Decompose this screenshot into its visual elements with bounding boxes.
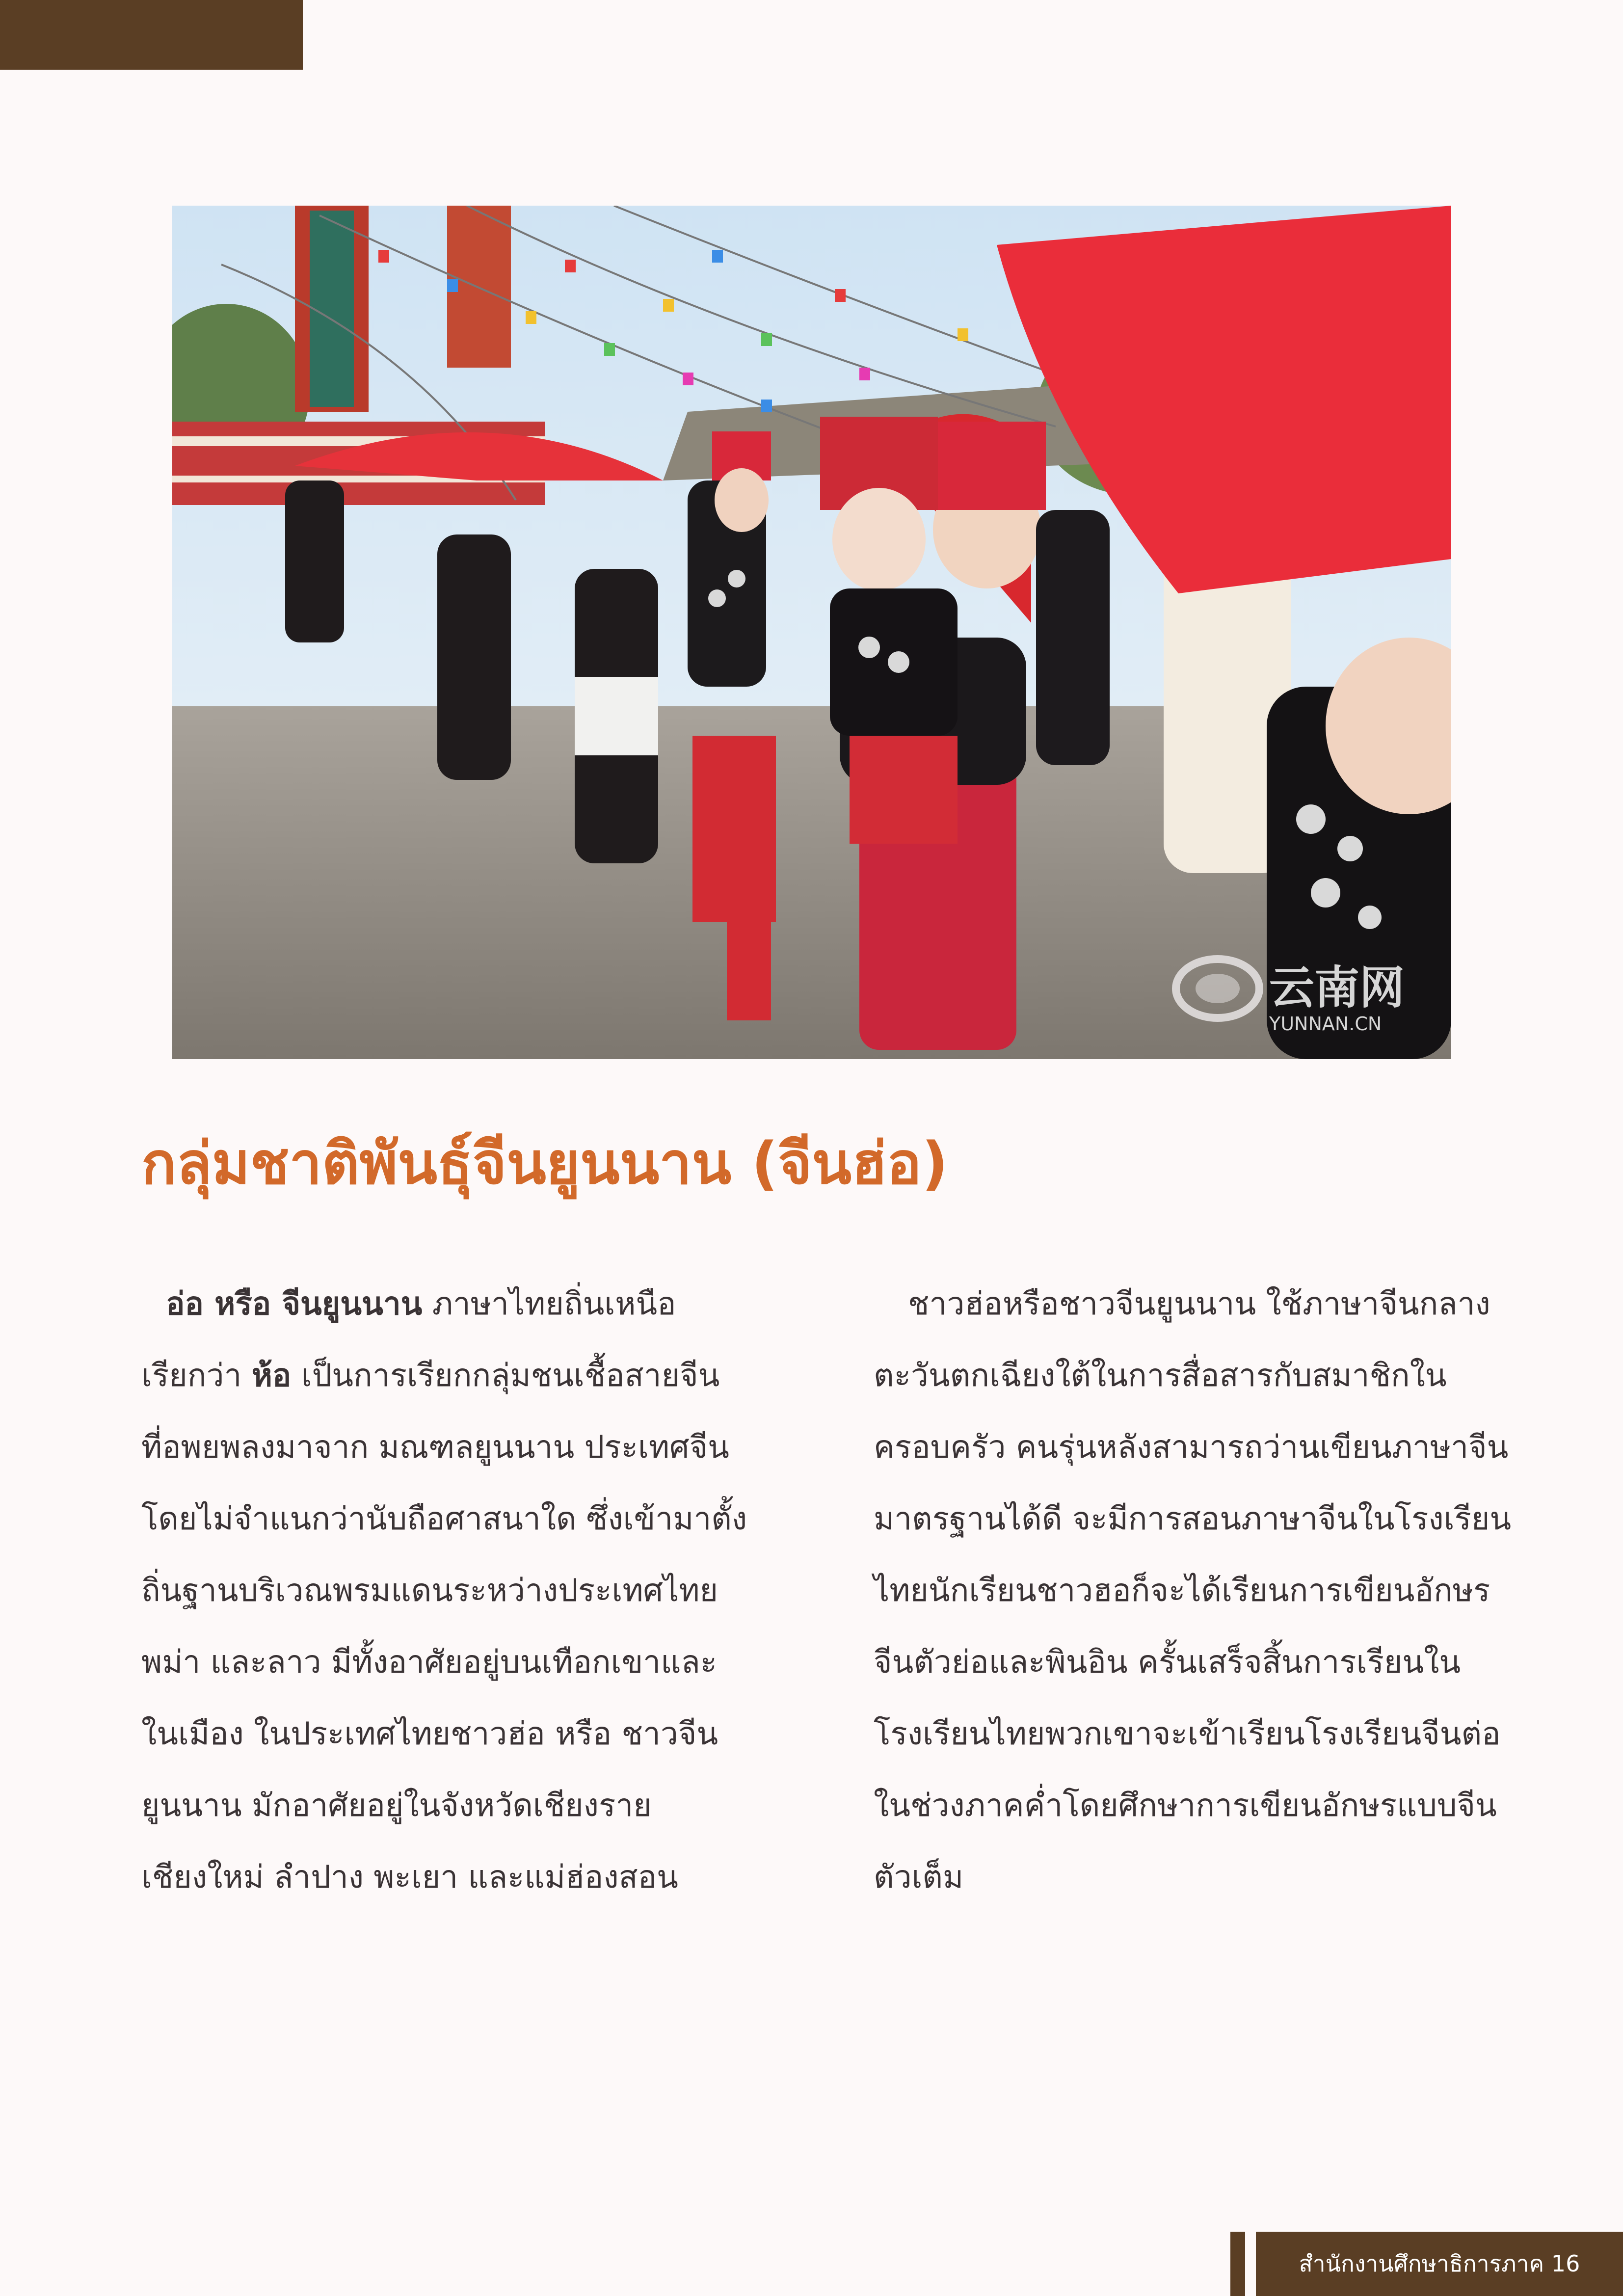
text-line: โดยไม่จำแนกว่านับถือศาสนาใด ซึ่งเข้ามาตั้ง: [141, 1501, 747, 1537]
text-line: จีนตัวย่อและพินอิน ครั้นเสร็จสิ้นการเรียนใน: [874, 1644, 1461, 1681]
text-line: โรงเรียนไทยพวกเขาจะเข้าเรียนโรงเรียนจีนต่อ: [874, 1716, 1501, 1752]
right-paragraph: [874, 1268, 1512, 1913]
text-line: ตะวันตกเฉียงใต้ในการสื่อสารกับสมาชิกใน: [874, 1358, 1447, 1394]
text-line: เรียกว่า ห้อ เป็นการเรียกกลุ่มชนเชื้อสายจีน: [141, 1358, 720, 1394]
text-line: ถิ่นฐานบริเวณพรมแดนระหว่างประเทศไทย: [141, 1573, 718, 1609]
left-paragraph: [141, 1268, 765, 1913]
bold-term: อ่อ หรือ จีนยูนนาน: [166, 1286, 423, 1322]
text-line: มาตรฐานได้ดี จะมีการสอนภาษาจีนในโรงเรียน: [874, 1501, 1512, 1537]
left-text-column: [141, 1268, 765, 1913]
text-line: ยูนนาน มักอาศัยอยู่ในจังหวัดเชียงราย: [141, 1788, 652, 1824]
bold-term: ห้อ: [251, 1358, 292, 1394]
text-line: ครอบครัว คนรุ่นหลังสามารถว่านเขียนภาษาจีน: [874, 1429, 1509, 1466]
footer-label: สำนักงานศึกษาธิการภาค 16: [1256, 2232, 1623, 2296]
top-accent-bar: [0, 0, 303, 70]
text-line: เชียงใหม่ ลำปาง พะเยา และแม่ฮ่องสอน: [141, 1859, 678, 1896]
festival-photo-illustration: [172, 206, 1451, 1059]
footer-accent-mark: [1230, 2232, 1245, 2296]
text-line: ไทยนักเรียนชาวฮอก็จะได้เรียนการเขียนอักษร: [874, 1573, 1490, 1609]
photo-watermark-sub: YUNNAN.CN: [1269, 1013, 1382, 1035]
right-text-column: [874, 1268, 1512, 1913]
text-line: ในช่วงภาคค่ำโดยศึกษาการเขียนอักษรแบบจีน: [874, 1788, 1497, 1824]
text-line: อ่อ หรือ จีนยูนนาน ภาษาไทยถิ่นเหนือ: [166, 1286, 676, 1322]
page-title: กลุ่มชาติพันธุ์จีนยูนนาน (จีนฮ่อ): [141, 1129, 948, 1197]
text-line: ชาวฮ่อหรือชาวจีนยูนนาน ใช้ภาษาจีนกลาง: [908, 1286, 1490, 1322]
text-line: ในเมือง ในประเทศไทยชาวฮ่อ หรือ ชาวจีน: [141, 1716, 718, 1752]
festival-photo: [172, 206, 1451, 1059]
text-line: ตัวเต็ม: [874, 1859, 964, 1896]
text-line: พม่า และลาว มีทั้งอาศัยอยู่บนเทือกเขาและ: [141, 1644, 718, 1681]
text-line: ที่อพยพลงมาจาก มณฑลยูนนาน ประเทศจีน: [141, 1429, 729, 1466]
photo-watermark: 云南网: [1269, 961, 1405, 1014]
